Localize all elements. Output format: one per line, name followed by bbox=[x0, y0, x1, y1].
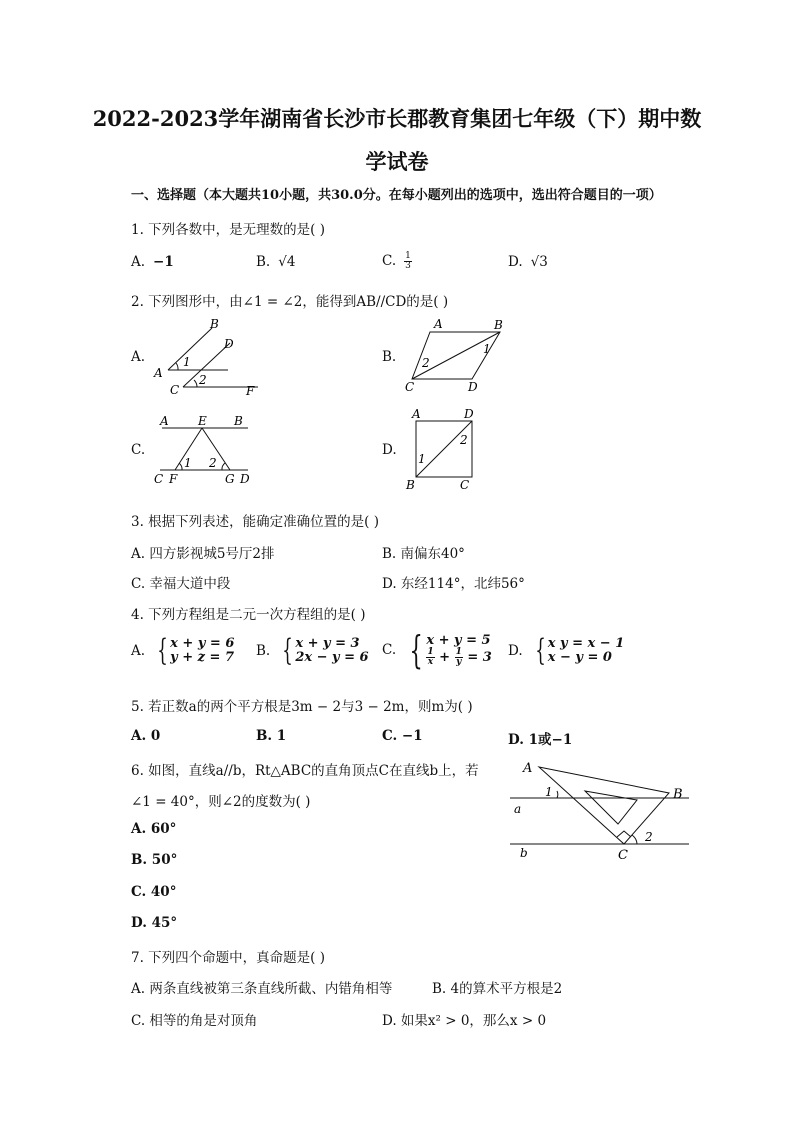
label-line-a: a bbox=[514, 802, 522, 816]
option-label: D. bbox=[508, 642, 523, 659]
equation-rows bbox=[295, 637, 368, 665]
question-7-stem: 7. 下列四个命题中，真命题是( ) bbox=[131, 950, 325, 966]
q5-option-b: B. 1 bbox=[256, 728, 287, 744]
label-1: 1 bbox=[183, 355, 191, 369]
label-b: B bbox=[406, 478, 415, 492]
q6-option-c: C. 40° bbox=[131, 884, 177, 900]
label-a: A bbox=[160, 414, 169, 428]
q6-option-b: B. 50° bbox=[131, 852, 178, 868]
option-label: A. bbox=[131, 642, 146, 659]
option-label: C. bbox=[382, 641, 397, 658]
q7-option-a: A. 两条直线被第三条直线所截、内错角相等 bbox=[131, 981, 393, 997]
q2-option-b-label: B. bbox=[382, 349, 397, 365]
fraction bbox=[455, 648, 463, 667]
q3-option-d: D. 东经114°，北纬56° bbox=[382, 576, 525, 592]
q2-figure-a bbox=[150, 315, 270, 395]
label-b-vertex: B bbox=[673, 787, 683, 802]
q7-option-d: D. 如果x² > 0，那么x > 0 bbox=[382, 1013, 547, 1029]
label-d: D bbox=[240, 472, 250, 486]
q7-option-b: B. 4的算术平方根是2 bbox=[432, 981, 563, 997]
fraction-denominator: x bbox=[427, 656, 434, 667]
equation-row: x y = x − 1 bbox=[547, 636, 625, 651]
equation-system bbox=[153, 633, 235, 668]
equation-row: 2x − y = 6 bbox=[295, 650, 369, 665]
angle-2-arc bbox=[194, 380, 197, 387]
label-c: C bbox=[405, 380, 415, 394]
label-1: 1 bbox=[418, 452, 426, 466]
plus-sign: + bbox=[439, 649, 451, 665]
q5-option-a: A. 0 bbox=[131, 728, 161, 744]
label-2: 2 bbox=[209, 456, 217, 470]
q4-option-b bbox=[256, 633, 369, 668]
question-5-stem: 5. 若正数a的两个平方根是3m − 2与3 − 2m，则m为( ) bbox=[131, 699, 473, 715]
option-label: B. bbox=[256, 254, 271, 270]
equation-row: x + y = 5 bbox=[426, 632, 491, 648]
fraction-denominator: 3 bbox=[405, 261, 411, 271]
label-b: B bbox=[210, 317, 219, 331]
q4-option-d bbox=[508, 633, 625, 668]
brace: { bbox=[282, 633, 294, 668]
q2-option-a-label: A. bbox=[131, 349, 146, 365]
angle-2-arc bbox=[222, 463, 225, 470]
equation-system bbox=[531, 633, 625, 668]
option-value: √3 bbox=[530, 254, 548, 270]
option-label: A. bbox=[131, 254, 146, 270]
question-6-stem-line-2: ∠1 = 40°，则∠2的度数为( ) bbox=[131, 794, 311, 810]
equation-rows bbox=[548, 637, 625, 665]
q1-option-a bbox=[131, 254, 174, 270]
q1-option-c bbox=[382, 252, 412, 271]
brace: { bbox=[534, 633, 546, 668]
equation-system bbox=[278, 633, 369, 668]
question-4-stem: 4. 下列方程组是二元一次方程组的是( ) bbox=[131, 607, 366, 623]
label-2: 2 bbox=[460, 433, 468, 447]
label-f: F bbox=[169, 472, 178, 486]
label-2: 2 bbox=[645, 830, 653, 844]
label-1: 1 bbox=[545, 785, 553, 799]
q2-figure-c bbox=[150, 410, 270, 490]
q2-figure-b bbox=[400, 315, 520, 395]
inner-triangle bbox=[585, 791, 637, 824]
question-1-stem: 1. 下列各数中，是无理数的是( ) bbox=[131, 222, 325, 238]
option-value: √4 bbox=[278, 254, 296, 270]
equation-system bbox=[404, 628, 492, 672]
fraction-denominator: y bbox=[456, 656, 462, 667]
label-c: C bbox=[154, 472, 164, 486]
q5-option-d: D. 1或−1 bbox=[508, 732, 573, 748]
right-angle-mark bbox=[617, 831, 631, 837]
equation-row: x + y = 6 bbox=[170, 636, 235, 651]
q5-option-c: C. −1 bbox=[382, 728, 423, 744]
label-c: C bbox=[460, 478, 470, 492]
equation-rhs: = 3 bbox=[467, 649, 492, 665]
angle-2-arc bbox=[632, 835, 637, 844]
option-label: C. bbox=[382, 253, 397, 269]
q6-figure bbox=[505, 755, 695, 867]
page-title-line-2: 学试卷 bbox=[365, 149, 429, 174]
label-a-vertex: A bbox=[523, 761, 533, 776]
fraction bbox=[426, 648, 434, 667]
label-d: D bbox=[468, 380, 478, 394]
label-e: E bbox=[198, 414, 207, 428]
label-d: D bbox=[464, 407, 474, 421]
label-1: 1 bbox=[483, 342, 491, 356]
q4-option-c bbox=[382, 628, 492, 672]
equation-rows bbox=[426, 634, 492, 667]
equation-row bbox=[426, 648, 492, 667]
angle-1-arc bbox=[176, 363, 178, 370]
q1-option-b bbox=[256, 254, 295, 270]
question-3-stem: 3. 根据下列表述，能确定准确位置的是( ) bbox=[131, 514, 379, 530]
label-2: 2 bbox=[199, 373, 207, 387]
q3-option-a: A. 四方影视城5号厅2排 bbox=[131, 546, 275, 562]
page-title-line-1: 2022-2023学年湖南省长沙市长郡教育集团七年级（下）期中数 bbox=[92, 106, 702, 131]
label-a: A bbox=[434, 317, 443, 331]
section-heading: 一、选择题（本大题共10小题，共30.0分。在每小题列出的选项中，选出符合题目的一项） bbox=[131, 188, 662, 203]
angle-1-arc bbox=[179, 463, 182, 470]
q2-figure-d bbox=[400, 405, 490, 495]
diagonal-bd bbox=[416, 421, 472, 477]
q7-option-c: C. 相等的角是对顶角 bbox=[131, 1013, 258, 1029]
equation-row: y + z = 7 bbox=[170, 650, 235, 665]
brace: { bbox=[157, 633, 168, 668]
q6-option-d: D. 45° bbox=[131, 915, 178, 931]
q2-option-d-label: D. bbox=[382, 442, 397, 458]
option-label: D. bbox=[508, 254, 523, 270]
q4-option-a bbox=[131, 633, 235, 668]
question-2-stem: 2. 下列图形中，由∠1 = ∠2，能得到AB//CD的是( ) bbox=[131, 294, 449, 310]
q3-option-b: B. 南偏东40° bbox=[382, 546, 465, 562]
fraction-numerator: 1 bbox=[455, 646, 462, 657]
q3-option-c: C. 幸福大道中段 bbox=[131, 576, 231, 592]
q2-option-c-label: C. bbox=[131, 442, 146, 458]
label-b: B bbox=[234, 414, 243, 428]
label-c: C bbox=[170, 383, 180, 395]
fraction-numerator: 1 bbox=[427, 646, 434, 657]
label-2: 2 bbox=[422, 356, 430, 370]
label-a: A bbox=[412, 407, 421, 421]
label-c-vertex: C bbox=[618, 848, 628, 863]
angle-1-arc bbox=[557, 791, 558, 798]
label-d: D bbox=[224, 337, 234, 351]
brace: { bbox=[409, 628, 423, 672]
label-line-b: b bbox=[520, 846, 528, 860]
label-g: G bbox=[225, 472, 235, 486]
equation-row: x + y = 3 bbox=[295, 636, 360, 651]
equation-rows bbox=[170, 637, 234, 665]
q6-option-a: A. 60° bbox=[131, 821, 177, 837]
label-f: F bbox=[246, 384, 255, 395]
option-label: B. bbox=[256, 642, 271, 659]
label-b: B bbox=[494, 318, 503, 332]
option-value: −1 bbox=[153, 254, 174, 270]
label-a: A bbox=[154, 366, 163, 380]
fraction-numerator: 1 bbox=[405, 251, 411, 261]
equation-row: x − y = 0 bbox=[547, 650, 612, 665]
fraction bbox=[404, 252, 412, 271]
question-6-stem-line-1: 6. 如图，直线a//b，Rt△ABC的直角顶点C在直线b上，若 bbox=[131, 763, 479, 779]
q1-option-d bbox=[508, 254, 548, 270]
label-1: 1 bbox=[184, 456, 192, 470]
